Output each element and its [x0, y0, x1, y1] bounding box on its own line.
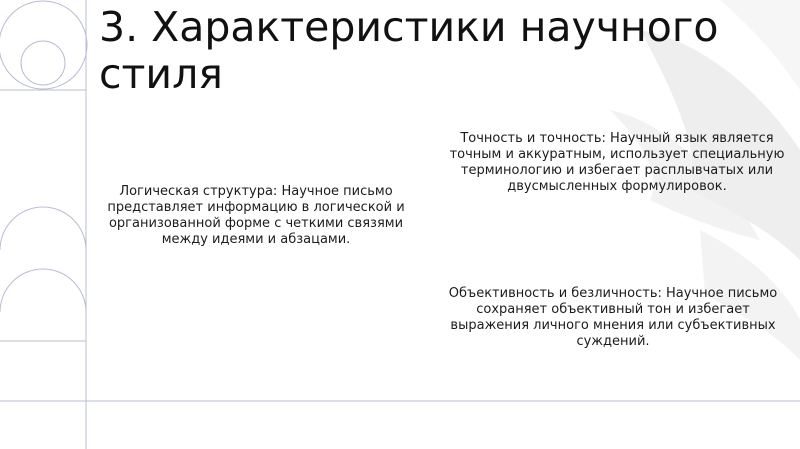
top-circle-large — [0, 1, 87, 89]
arch-lower — [0, 269, 86, 312]
point-objectivity: Объективность и безличность: Научное письмо сохраняет объективный тон и избегает выражения личного мнения или субъективных суждений. — [448, 286, 778, 349]
point-accuracy: Точность и точность: Научный язык является точным и аккуратным, использует специальную терминологию и избегает расплывчатых или двусмысленных формулировок. — [449, 131, 785, 194]
top-circle-small — [21, 41, 65, 85]
slide-title: 3. Характеристики научного стиля — [99, 3, 719, 98]
arch-upper — [0, 207, 86, 250]
point-logical-structure: Логическая структура: Научное письмо представляет информацию в логической и организованной форме с четкими связями между идеями и абзацами. — [107, 184, 405, 247]
